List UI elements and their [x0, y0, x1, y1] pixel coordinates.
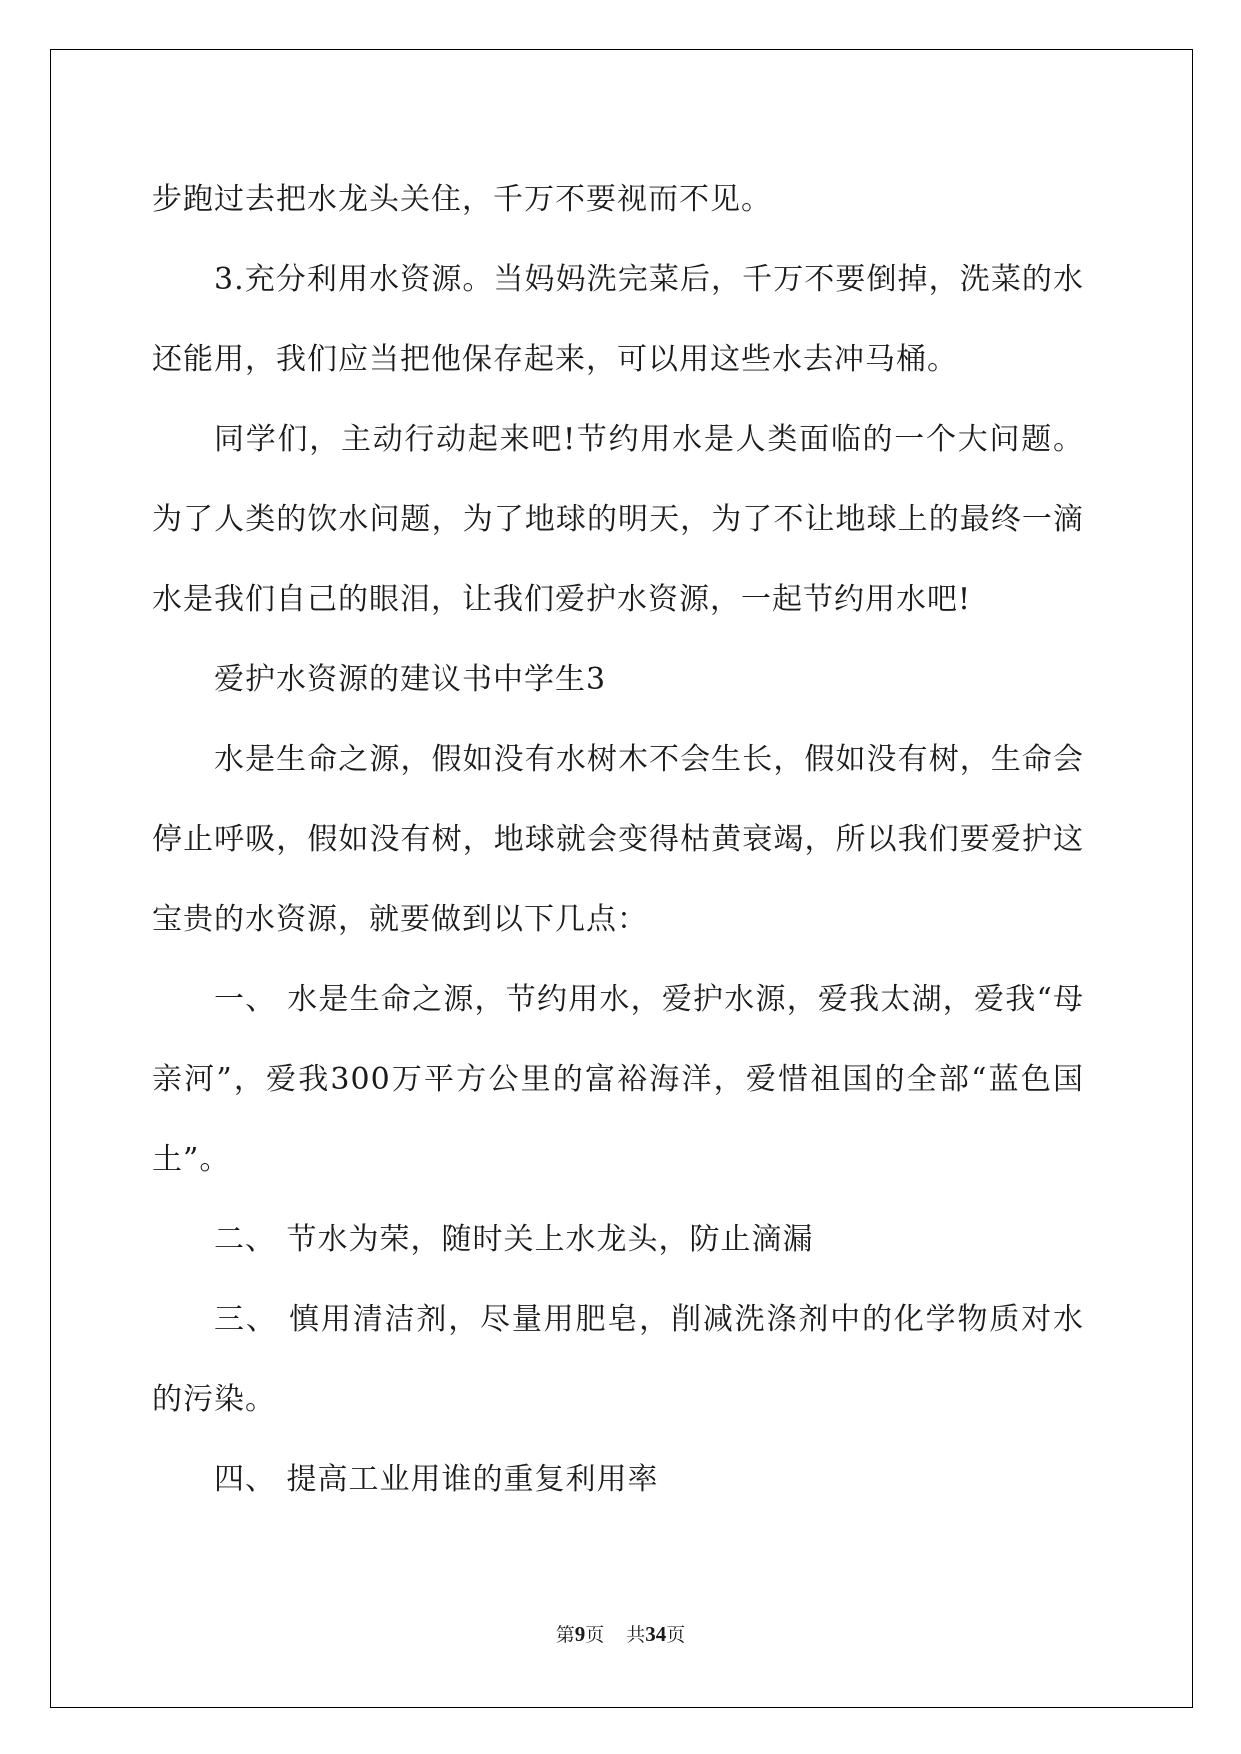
paragraph-1: 步跑过去把水龙头关住，千万不要视而不见。: [152, 182, 772, 217]
footer-total-prefix: 共: [626, 1624, 646, 1646]
footer-prefix: 第: [555, 1624, 575, 1646]
section-heading: 爱护水资源的建议书中学生3: [214, 662, 607, 697]
footer-page-suffix: 页: [585, 1624, 605, 1646]
list-item-1: 一、 水是生命之源，节约用水，爱护水源，爱我太湖，爱我“母亲河”，爱我300万平方公里的富裕海洋，爱惜祖国的全部“蓝色国土”。: [152, 982, 1084, 1177]
footer-total-suffix: 页: [666, 1624, 686, 1646]
paragraph-3: 同学们，主动行动起来吧!节约用水是人类面临的一个大问题。为了人类的饮水问题，为了地球的明天，为了不让地球上的最终一滴水是我们自己的眼泪，让我们爱护水资源，一起节约用水吧!: [152, 422, 1084, 617]
total-pages: 34: [645, 1622, 667, 1646]
paragraph-2: 3.充分利用水资源。当妈妈洗完菜后，千万不要倒掉，洗菜的水还能用，我们应当把他保存起来，可以用这些水去冲马桶。: [152, 262, 1084, 377]
page-number: 9: [574, 1622, 586, 1646]
paragraph-5: 水是生命之源，假如没有水树木不会生长，假如没有树，生命会停止呼吸，假如没有树，地球就会变得枯黄衰竭，所以我们要爱护这宝贵的水资源，就要做到以下几点：: [152, 742, 1084, 937]
page-footer: [0, 1622, 1241, 1647]
document-body: [152, 160, 1084, 1520]
list-item-3: 三、 慎用清洁剂，尽量用肥皂，削减洗涤剂中的化学物质对水的污染。: [152, 1302, 1084, 1417]
list-item-4: 四、 提高工业用谁的重复利用率: [214, 1462, 659, 1497]
list-item-2: 二、 节水为荣，随时关上水龙头，防止滴漏: [214, 1222, 814, 1257]
